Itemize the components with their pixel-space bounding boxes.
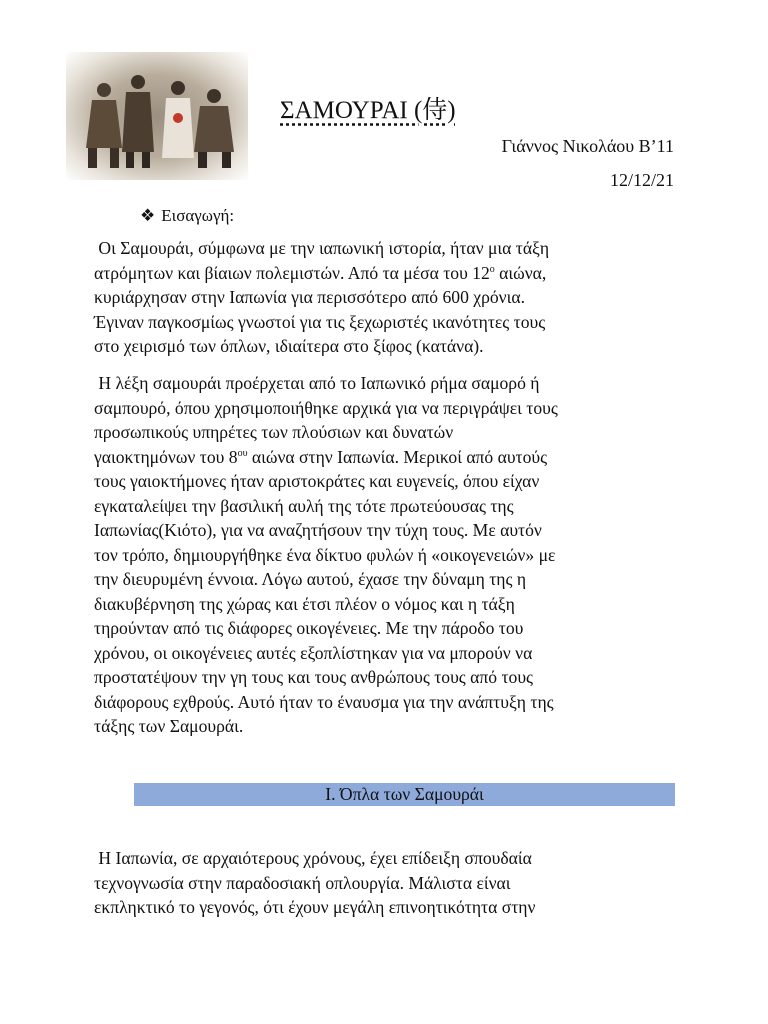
paragraph-line: διακυβέρνηση της χώρας και έτσι πλέον ο νόμος και η τάξη — [94, 593, 515, 614]
paragraph-line: στο χειρισμό των όπλων, ιδιαίτερα στο ξίφος (κατάνα). — [94, 336, 484, 356]
date-line: 12/12/21 — [609, 170, 674, 190]
paragraph-line: διάφορους εχθρούς. Αυτό ήταν το έναυσμα για την ανάπτυξη της — [94, 691, 554, 712]
samurai-photo — [66, 52, 248, 180]
paragraph-line: προστατέψουν την γη τους και τους ανθρώπους τους από τους — [94, 667, 534, 687]
origin-paragraph — [94, 371, 694, 739]
paragraph-line: Οι Σαμουράι, σύμφωνα με την ιαπωνική ιστορία, ήταν μια τάξη — [98, 238, 550, 258]
intro-heading-text: Εισαγωγή: — [161, 206, 235, 225]
paragraph-line: την διευρυμένη έννοια. Λόγω αυτού, έχασε την δύναμη της η — [94, 569, 527, 589]
intro-paragraph — [94, 236, 694, 359]
paragraph-line: τεχνογνωσία στην παραδοσιακή οπλουργία. Μάλιστα είναι — [94, 872, 511, 893]
paragraph-line: κυριάρχησαν στην Ιαπωνία για περισσότερο από 600 χρόνια. — [94, 287, 525, 307]
paragraph-line: σαμπουρό, όπου χρησιμοποιήθηκε αρχικά για να περιγράψει τους — [94, 397, 558, 418]
section-heading-weapons — [134, 783, 675, 806]
paragraph-line: ατρόμητων και βίαιων πολεμιστών. Από τα μέσα του $12^o$ αιώνα, — [94, 262, 547, 283]
paragraph-line: τους γαιοκτήμονες ήταν αριστοκράτες και ευγενείς, όπου είχαν — [94, 471, 540, 491]
paragraph-line: γαιοκτημόνων του $8^{o\upsilon}$ αιώνα στην Ιαπωνία. Μερικοί από αυτούς — [94, 446, 548, 467]
paragraph-line: Έγιναν παγκοσμίως γνωστοί για τις ξεχωριστές ικανότητες τους — [94, 311, 546, 332]
paragraph-line: Η λέξη σαμουράι προέρχεται από το Ιαπωνικό ρήμα σαμορό ή — [98, 373, 540, 393]
author-line: Γιάννος Νικολάου Β’11 — [501, 136, 674, 156]
section-heading-text: Ι. Όπλα των Σαμουράι — [325, 784, 484, 804]
paragraph-line: Ιαπωνίας(Κιότο), για να αναζητήσουν την τύχη τους. Με αυτόν — [94, 520, 542, 540]
paragraph-line: τον τρόπο, δημιουργήθηκε ένα δίκτυο φυλών ή «οικογενειών» με — [94, 544, 556, 565]
paragraph-line: τηρούνταν από τις διάφορες οικογένειες. Με την πάροδο του — [94, 618, 524, 638]
paragraph-line: προσωπικούς υπηρέτες των πλούσιων και δυνατών — [94, 422, 454, 442]
paragraph-line: εκπληκτικό το γεγονός, ότι έχουν μεγάλη επινοητικότητα στην — [94, 897, 536, 917]
paragraph-line: εγκαταλείψει την βασιλική αυλή της τότε πρωτεύουσας της — [94, 495, 514, 516]
paragraph-line: χρόνου, οι οικογένειες αυτές εξοπλίστηκαν για να μπορούν να — [94, 642, 533, 663]
paragraph-line: τάξης των Σαμουράι. — [94, 716, 244, 736]
document-title: ΣΑΜΟΥΡΑΙ (侍) — [280, 97, 456, 124]
paragraph-line: Η Ιαπωνία, σε αρχαιότερους χρόνους, έχει επίδειξη σπουδαία — [98, 848, 532, 868]
intro-heading — [140, 206, 234, 226]
diamond-bullet-icon: ❖ — [140, 206, 156, 225]
weapons-paragraph — [94, 846, 694, 920]
